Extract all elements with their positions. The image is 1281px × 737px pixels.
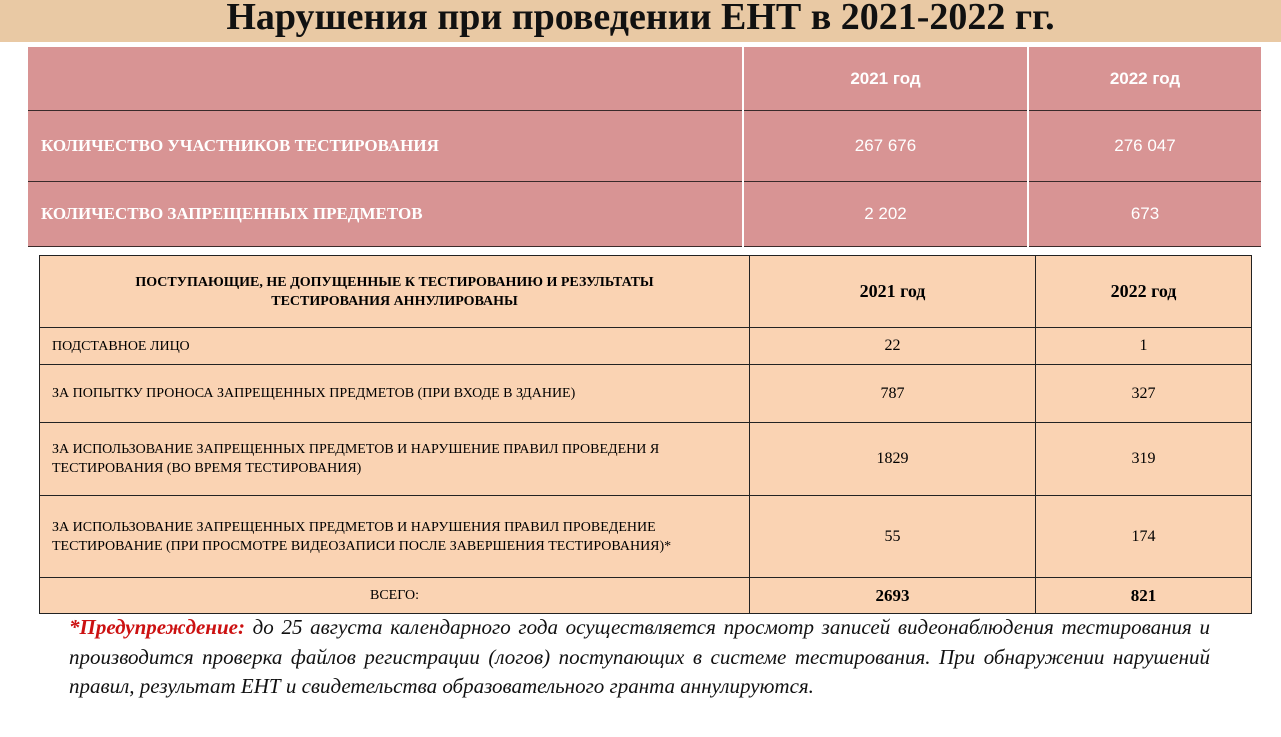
violations-table	[39, 255, 1252, 614]
summary-header-2022: 2022 год	[1028, 47, 1261, 111]
violation-label: ЗА ПОПЫТКУ ПРОНОСА ЗАПРЕЩЕННЫХ ПРЕДМЕТОВ (ПРИ ВХОДЕ В ЗДАНИЕ)	[40, 365, 750, 423]
violations-header-row	[40, 256, 1252, 328]
total-2022: 821	[1036, 578, 1252, 614]
warning-text: до 25 августа календарного года осуществляется просмотр записей видеонаблюдения тестирования и производится проверка файлов регистрации (логов) поступающих в системе тестирования. При обнаружении нарушений правил, результат ЕНТ и свидетельства образовательного гранта аннулируются.	[69, 615, 1210, 698]
warning-note	[69, 613, 1210, 702]
violations-row	[40, 328, 1252, 365]
summary-row-label: КОЛИЧЕСТВО ЗАПРЕЩЕННЫХ ПРЕДМЕТОВ	[28, 182, 743, 247]
violations-row	[40, 423, 1252, 496]
page-title: Нарушения при проведении ЕНТ в 2021-2022 гг.	[226, 0, 1055, 38]
violation-value-2022: 174	[1036, 496, 1252, 578]
violation-value-2022: 1	[1036, 328, 1252, 365]
summary-header-empty	[28, 47, 743, 111]
total-2021: 2693	[750, 578, 1036, 614]
violation-value-2021: 787	[750, 365, 1036, 423]
title-band	[0, 0, 1281, 42]
violations-header-label: ПОСТУПАЮЩИЕ, НЕ ДОПУЩЕННЫЕ К ТЕСТИРОВАНИЮ И РЕЗУЛЬТАТЫ ТЕСТИРОВАНИЯ АННУЛИРОВАНЫ	[40, 256, 750, 328]
violations-row	[40, 365, 1252, 423]
warning-label: *Предупреждение:	[69, 615, 245, 639]
violations-header-2021: 2021 год	[750, 256, 1036, 328]
violations-total-row	[40, 578, 1252, 614]
summary-value-2022: 673	[1028, 182, 1261, 247]
violation-label: ЗА ИСПОЛЬЗОВАНИЕ ЗАПРЕЩЕННЫХ ПРЕДМЕТОВ И НАРУШЕНИЯ ПРАВИЛ ПРОВЕДЕНИЕ ТЕСТИРОВАНИЕ (ПРИ ПРОСМОТРЕ ВИДЕОЗАПИСИ ПОСЛЕ ЗАВЕРШЕНИЯ ТЕСТИРОВАНИЯ)*	[40, 496, 750, 578]
summary-value-2022: 276 047	[1028, 111, 1261, 182]
summary-value-2021: 2 202	[743, 182, 1028, 247]
violation-value-2021: 22	[750, 328, 1036, 365]
summary-row-label: КОЛИЧЕСТВО УЧАСТНИКОВ ТЕСТИРОВАНИЯ	[28, 111, 743, 182]
violation-value-2021: 1829	[750, 423, 1036, 496]
summary-value-2021: 267 676	[743, 111, 1028, 182]
summary-row	[28, 182, 1261, 247]
summary-header-row	[28, 47, 1261, 111]
summary-table	[28, 47, 1261, 247]
summary-header-2021: 2021 год	[743, 47, 1028, 111]
violation-value-2022: 327	[1036, 365, 1252, 423]
violation-value-2022: 319	[1036, 423, 1252, 496]
total-label: ВСЕГО:	[40, 578, 750, 614]
violation-label: ПОДСТАВНОЕ ЛИЦО	[40, 328, 750, 365]
violation-label: ЗА ИСПОЛЬЗОВАНИЕ ЗАПРЕЩЕННЫХ ПРЕДМЕТОВ И НАРУШЕНИЕ ПРАВИЛ ПРОВЕДЕНИ Я ТЕСТИРОВАНИЯ (ВО ВРЕМЯ ТЕСТИРОВАНИЯ)	[40, 423, 750, 496]
violations-header-2022: 2022 год	[1036, 256, 1252, 328]
summary-row	[28, 111, 1261, 182]
violations-row	[40, 496, 1252, 578]
violation-value-2021: 55	[750, 496, 1036, 578]
